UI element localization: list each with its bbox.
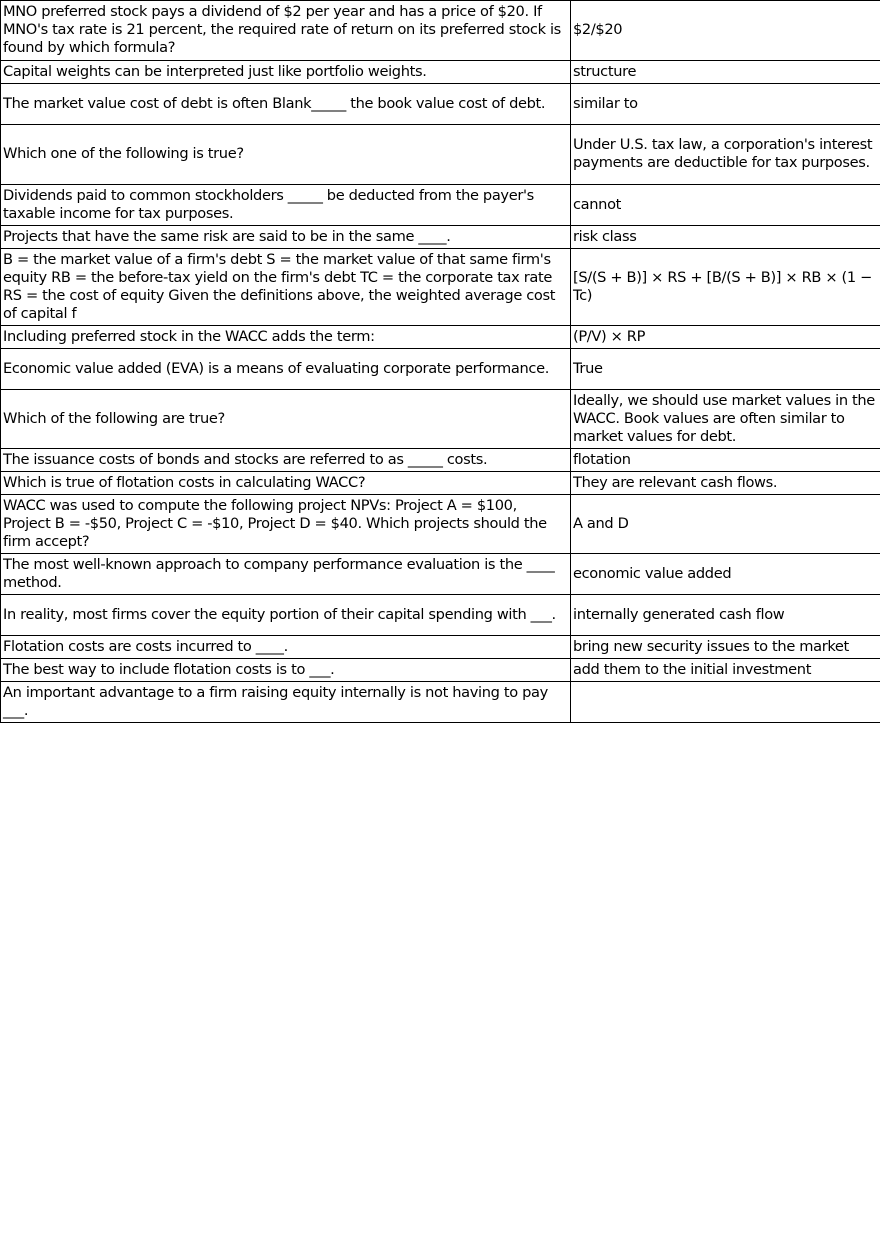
table-row: [1, 554, 880, 595]
answer-cell: [S/(S + B)] × RS + [B/(S + B)] × RB × (1 − Tc): [571, 249, 880, 326]
answer-cell: Ideally, we should use market values in the WACC. Book values are often similar to market values for debt.: [571, 390, 880, 449]
answer-cell: economic value added: [571, 554, 880, 595]
table-row: [1, 636, 880, 659]
table-row: [1, 326, 880, 349]
answer-cell: bring new security issues to the market: [571, 636, 880, 659]
question-cell: Including preferred stock in the WACC adds the term:: [1, 326, 571, 349]
table-row: [1, 125, 880, 185]
question-cell: MNO preferred stock pays a dividend of $2 per year and has a price of $20. If MNO's tax rate is 21 percent, the required rate of return on its preferred stock is found by which formula?: [1, 1, 571, 61]
question-cell: In reality, most firms cover the equity portion of their capital spending with ___.: [1, 595, 571, 636]
question-cell: Economic value added (EVA) is a means of evaluating corporate performance.: [1, 349, 571, 390]
answer-cell: They are relevant cash flows.: [571, 472, 880, 495]
question-cell: Dividends paid to common stockholders _____ be deducted from the payer's taxable income for tax purposes.: [1, 185, 571, 226]
answer-cell: cannot: [571, 185, 880, 226]
table-row: [1, 61, 880, 84]
question-cell: Flotation costs are costs incurred to ____.: [1, 636, 571, 659]
question-cell: The issuance costs of bonds and stocks are referred to as _____ costs.: [1, 449, 571, 472]
table-row: [1, 1, 880, 61]
question-cell: Which of the following are true?: [1, 390, 571, 449]
answer-cell: [571, 682, 880, 723]
table-row: [1, 495, 880, 554]
answer-cell: risk class: [571, 226, 880, 249]
question-cell: Which is true of flotation costs in calculating WACC?: [1, 472, 571, 495]
answer-cell: structure: [571, 61, 880, 84]
table-row: [1, 226, 880, 249]
table-row: [1, 390, 880, 449]
table-row: [1, 659, 880, 682]
table-row: [1, 84, 880, 125]
question-cell: Which one of the following is true?: [1, 125, 571, 185]
table-row: [1, 349, 880, 390]
answer-cell: $2/$20: [571, 1, 880, 61]
question-cell: The market value cost of debt is often Blank_____ the book value cost of debt.: [1, 84, 571, 125]
answer-cell: add them to the initial investment: [571, 659, 880, 682]
answer-cell: True: [571, 349, 880, 390]
answer-cell: flotation: [571, 449, 880, 472]
question-cell: The most well-known approach to company performance evaluation is the ____ method.: [1, 554, 571, 595]
table-row: [1, 682, 880, 723]
table-row: [1, 595, 880, 636]
answer-cell: A and D: [571, 495, 880, 554]
table-row: [1, 449, 880, 472]
answer-cell: (P/V) × RP: [571, 326, 880, 349]
answer-cell: internally generated cash flow: [571, 595, 880, 636]
question-cell: WACC was used to compute the following project NPVs: Project A = $100, Project B = -$50, Project C = -$10, Project D = $40. Which projects should the firm accept?: [1, 495, 571, 554]
table-row: [1, 249, 880, 326]
question-cell: B = the market value of a firm's debt S = the market value of that same firm's equity RB = the before-tax yield on the firm's debt TC = the corporate tax rate RS = the cost of equity Given the definitions above, the weighted average cost of capital f: [1, 249, 571, 326]
question-cell: An important advantage to a firm raising equity internally is not having to pay ___.: [1, 682, 571, 723]
question-cell: Projects that have the same risk are said to be in the same ____.: [1, 226, 571, 249]
question-cell: Capital weights can be interpreted just like portfolio weights.: [1, 61, 571, 84]
answer-cell: Under U.S. tax law, a corporation's interest payments are deductible for tax purposes.: [571, 125, 880, 185]
table-row: [1, 472, 880, 495]
answer-cell: similar to: [571, 84, 880, 125]
table-row: [1, 185, 880, 226]
question-cell: The best way to include flotation costs is to ___.: [1, 659, 571, 682]
